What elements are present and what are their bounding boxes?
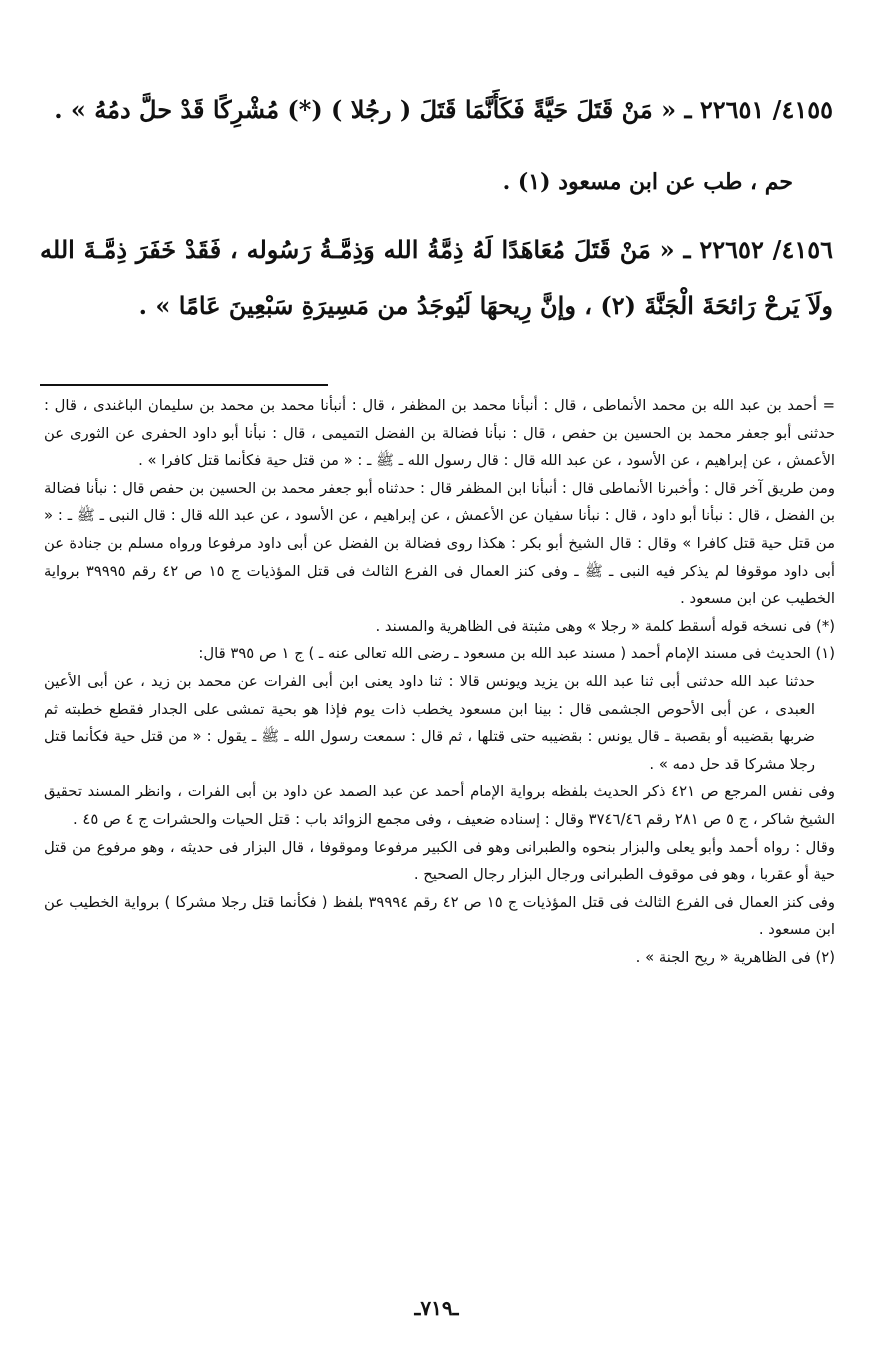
footnote-another-route: ومن طريق آخر قال : وأخبرنا الأنماطى قال : أنبأنا ابن المظفر قال : حدثناه أبو جعفر محمد بن الحسين بن حفص قال : نبأنا فضالة بن الفضل ، قال : نبأنا أبو داود ، قال : نبأنا سفيان عن الأعمش ، عن إبراهيم ، عن الأسود ، عن عبد الله قال : قال النبى ـ ﷺ ـ : « من قتل حية قتل كافرا » وقال : قال الشيخ أبو بكر : هكذا روى فضالة بن الفضل عن أبى داود مرفوعا ورواه مسلم بن جنادة عن أبى داود موقوفا لم يذكر فيه النبى ـ ﷺ ـ وفى كنز العمال فى الفرع الثالث فى قتل المؤذيات ج ١٥ ص ٤٢ رقم ٣٩٩٩٥ برواية الخطيب عن ابن مسعود . — [44, 479, 836, 608]
footnote-1-paragraph-4: وفى كنز العمال فى الفرع الثالث فى قتل المؤذيات ج ١٥ ص ٤٢ رقم ٣٩٩٩٤ بلفظ ( فكأنما قتل رجلا مشركا ) برواية الخطيب عن ابن مسعود . — [44, 893, 835, 939]
footnote-separator — [40, 384, 328, 386]
footnote-1-heading: (١) الحديث فى مسند الإمام أحمد ( مسند عبد الله بن مسعود ـ رضى الله تعالى عنه ـ ) ج ١ ص ٣٩٥ قال: — [198, 645, 835, 663]
footnote-1-paragraph-3: وقال : رواه أحمد وأبو يعلى والبزار بنحوه والطبرانى وهو فى الكبير مرفوعا وموقوفا ، قال البزار فى حديثه ، وهو مرفوع من قتل حية أو عقربا ، وهو فى موقوف الطبرانى ورجال البزار رجال الصحيح . — [44, 838, 835, 884]
footnote-2: (٢) فى الظاهرية « ريح الجنة » . — [635, 948, 835, 966]
footnote-continuation: = أحمد بن عبد الله بن محمد الأنماطى ، قال : أنبأنا محمد بن المظفر ، قال : أنبأنا محمد بن محمد بن سليمان الباغندى ، قال : حدثنى أبو جعفر محمد بن الحسين بن حفص ، قال : نبأنا فضالة بن الفضل التميمى ، قال : نبأنا أبو داود الحفرى عن الثورى عن الأعمش ، عن إبراهيم ، عن الأسود ، عن عبد الله قال : قال رسول الله ـ ﷺ ـ : « من قتل حية فكأنما قتل كافرا » . — [44, 397, 835, 470]
page-number: ـ٧١٩ـ — [414, 1296, 459, 1320]
hadith-4156: ٤١٥٦/ ٢٢٦٥٢ ـ « مَنْ قَتَلَ مُعَاهَدًا لَهُ ذِمَّةُ الله وَذِمَّـةُ رَسُوله ، فَقَدْ خَفَرَ ذِمَّـةَ الله ولَاَ يَرحْ رَائحَةَ الْجَنَّةَ (٢) ، وإنَّ رِيحهَا لَيُوجَدُ من مَسِيرَةِ سَبْعِينَ عَامًا » . — [40, 235, 833, 320]
hadith-4155: ٤١٥٥/ ٢٢٦٥١ ـ « مَنْ قَتَلَ حَيَّةً فَكَأَنَّمَا قَتَلَ ( رجُلا ) (*) مُشْرِكًا قَدْ حلَّ دمُهُ » . — [54, 95, 833, 124]
footnotes — [44, 392, 835, 971]
footnote-1-body: حدثنا عبد الله حدثنى أبى ثنا عبد الله بن يزيد ويونس قالا : ثنا داود يعنى ابن أبى الفرات عن محمد بن زيد ، عن أبى الأعين العبدى ، عن أبى الأحوص الجشمى قال : بينا ابن مسعود يخطب ذات يوم فإذا هو بحية تمشى على الجدار فقطع خطبته ثم ضربها بقضيبه أو بقصبة ـ قال يونس : بقضيبه حتى قتلها ، ثم قال : سمعت رسول الله ـ ﷺ ـ يقول : « من قتل حية فكأنما قتل رجلا مشركا قد حل دمه » . — [44, 672, 815, 773]
footnote-1-paragraph-2: وفى نفس المرجع ص ٤٢١ ذكر الحديث بلفظه برواية الإمام أحمد عن عبد الصمد عن داود بن أبى الفرات ، وانظر المسند تحقيق الشيخ شاكر ، ج ٥ ص ٢٨١ رقم ٣٧٤٦/٤٦ وقال : إسناده ضعيف ، وفى مجمع الزوائد باب : قتل الحيات والحشرات ج ٤ ص ٤٥ . — [44, 783, 835, 828]
hadith-4155-source: حم ، طب عن ابن مسعود (١) . — [502, 169, 793, 195]
footnote-star: (*) فى نسخه قوله أسقط كلمة « رجلا » وهى مثبتة فى الظاهرية والمسند . — [375, 617, 835, 635]
